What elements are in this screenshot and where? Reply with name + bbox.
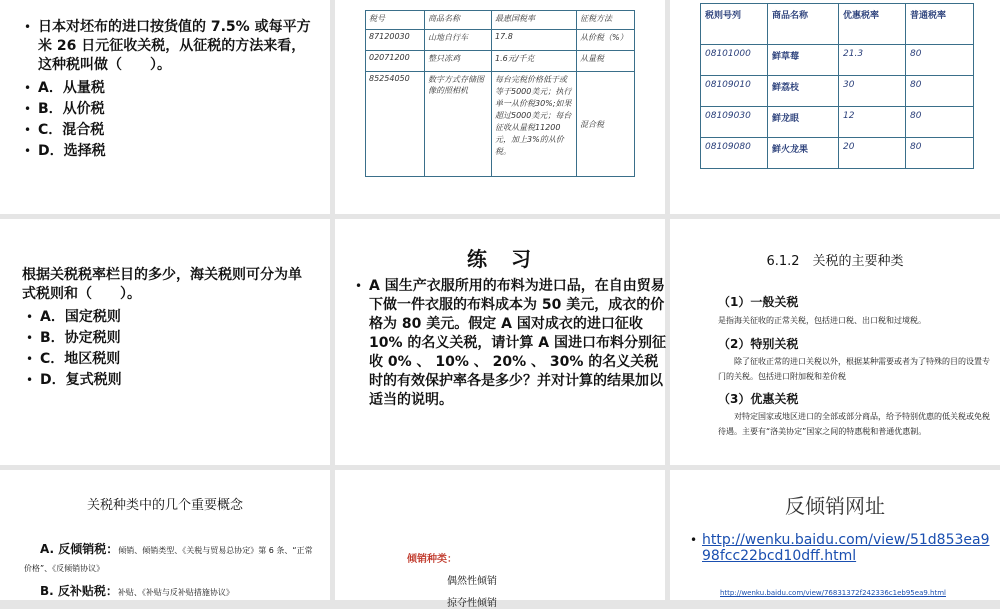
slide-6-thumbnail[interactable] <box>670 219 1000 465</box>
table-cell: 08109080 <box>701 138 768 169</box>
anti-dumping-link-2[interactable]: http://wenku.baidu.com/view/76831372f242336c1eb95ea9.html <box>720 589 946 597</box>
slide-9-thumbnail[interactable] <box>670 470 1000 600</box>
option-c: • C．地区税则 <box>22 349 314 370</box>
table-cell: 鲜草莓 <box>768 45 839 76</box>
section-text: 除了征收正常的进口关税以外，根据某种需要或者为了特殊的目的设置专门的关税。包括进口附加税和差价税 <box>718 357 990 381</box>
slide-3-thumbnail[interactable] <box>670 0 1000 214</box>
table-cell: 08109030 <box>701 107 768 138</box>
table-cell: 鲜龙眼 <box>768 107 839 138</box>
table-cell: 整只冻鸡 <box>425 51 492 72</box>
table-cell: 80 <box>906 45 974 76</box>
question-text <box>20 18 316 75</box>
slide-1-thumbnail[interactable] <box>0 0 330 214</box>
dumping-type-item: 掠夺性倾销 <box>447 598 497 609</box>
table-row <box>366 72 635 177</box>
header-cell: 税号 <box>366 11 425 30</box>
table-cell: 每台完税价格低于或等于5000美元；执行单一从价税30%;如果超过5000美元；每台征收从量税11200元，加上3%的从价税。 <box>492 72 577 177</box>
concept-b-text: 补贴、《补贴与反补贴措施协议》 <box>117 588 234 597</box>
table-cell: 从价税（%） <box>577 30 635 51</box>
section-heading: （2）特别关税 <box>718 337 799 351</box>
table-cell: 80 <box>906 76 974 107</box>
table-cell: 鲜荔枝 <box>768 76 839 107</box>
table-cell: 鲜火龙果 <box>768 138 839 169</box>
header-cell: 商品名称 <box>768 4 839 45</box>
header-cell: 最惠国税率 <box>492 11 577 30</box>
table-row <box>701 138 974 169</box>
option-a: • A．国定税则 <box>22 307 314 328</box>
fruit-tariff-table <box>700 3 974 169</box>
bullet-icon: • <box>355 279 363 293</box>
table-header-row <box>701 4 974 45</box>
table-cell: 山地自行车 <box>425 30 492 51</box>
table-cell: 12 <box>839 107 906 138</box>
section-heading: （1）一般关税 <box>718 295 799 309</box>
option-c: • C．混合税 <box>20 120 316 141</box>
tariff-types <box>718 293 990 439</box>
table-cell: 08109010 <box>701 76 768 107</box>
question-block <box>22 266 314 391</box>
options-list <box>20 78 316 162</box>
table-cell: 混合税 <box>577 72 635 177</box>
dumping-types-label: 倾销种类： <box>407 554 457 565</box>
table-cell: 1.6元/千克 <box>492 51 577 72</box>
concept-a-label: A. 反倾销税： <box>40 542 119 556</box>
dumping-type-item: 偶然性倾销 <box>447 576 497 587</box>
concept-b <box>40 580 320 599</box>
table-cell: 80 <box>906 107 974 138</box>
header-cell: 税则号列 <box>701 4 768 45</box>
concept-b-label: B. 反补贴税： <box>40 584 118 598</box>
table-row <box>366 30 635 51</box>
table-cell: 17.8 <box>492 30 577 51</box>
anti-dumping-link-1[interactable]: http://wenku.baidu.com/view/51d853ea998fcc22bcd10dff.html <box>702 532 990 564</box>
bullet-icon: • <box>24 20 32 34</box>
tariff-method-table <box>365 10 635 177</box>
table-cell: 30 <box>839 76 906 107</box>
slide-title: 反倾销网址 <box>785 494 885 518</box>
options-list <box>22 307 314 391</box>
table-cell: 从量税 <box>577 51 635 72</box>
question-label: 日本对坯布的进口按货值的 7.5% 或每平方米 26 日元征收关税，从征税的方法来看，这种税叫做（ ）。 <box>38 19 311 73</box>
table-cell: 21.3 <box>839 45 906 76</box>
header-cell: 商品名称 <box>425 11 492 30</box>
table-row <box>701 45 974 76</box>
slide-title: 练 习 <box>467 247 533 271</box>
table-cell: 08101000 <box>701 45 768 76</box>
slide-title: 6.1.2 关税的主要种类 <box>766 254 904 269</box>
slide-8-thumbnail[interactable] <box>335 470 665 609</box>
table-row <box>366 51 635 72</box>
concept-a <box>24 540 314 576</box>
table-cell: 80 <box>906 138 974 169</box>
exercise-text <box>353 277 667 410</box>
table-row <box>701 76 974 107</box>
slide-2-thumbnail[interactable] <box>335 0 665 214</box>
question-text: 根据关税税率栏目的多少，海关税则可分为单式税则和（ ）。 <box>22 267 302 302</box>
exercise-body: A 国生产衣服所用的布料为进口品，在自由贸易下做一件衣服的布料成本为 50 美元，成衣的价格为 80 美元。假定 A 国对成衣的进口征收 10% 的名义关税，请计算 A 国进口布料分别征收 0% 、 10% 、 20% 、 30% 的名义关税时的有效保护率各是多少？并对计算的结果加以适当的说明。 <box>369 278 666 408</box>
slide-5-thumbnail[interactable] <box>335 219 665 465</box>
option-d: • D．复式税则 <box>22 370 314 391</box>
slide-title: 关税种类中的几个重要概念 <box>86 498 243 513</box>
option-a: • A．从量税 <box>20 78 316 99</box>
table-cell: 02071200 <box>366 51 425 72</box>
link-block <box>688 532 992 564</box>
option-b: • B．协定税则 <box>22 328 314 349</box>
section-heading: （3）优惠关税 <box>718 392 799 406</box>
table-cell: 87120030 <box>366 30 425 51</box>
table-header-row <box>366 11 635 30</box>
option-b: • B．从价税 <box>20 99 316 120</box>
section-text: 对特定国家或地区进口的全部或部分商品，给予特别优惠的低关税或免税待遇。主要有“洛美协定”国家之间的特惠税和普通优惠制。 <box>718 412 990 436</box>
header-cell: 普通税率 <box>906 4 974 45</box>
concept-a-text: 倾销、倾销类型、《关税与贸易总协定》第 6 条、“正常价格”、《反倾销协议》 <box>24 546 313 573</box>
slide-7-thumbnail[interactable] <box>0 470 330 600</box>
table-row <box>701 107 974 138</box>
option-d: • D．选择税 <box>20 141 316 162</box>
table-cell: 数字方式存储图像的照相机 <box>425 72 492 177</box>
section-text: 是指海关征收的正常关税，包括进口税、出口税和过境税。 <box>718 316 926 325</box>
table-cell: 20 <box>839 138 906 169</box>
bullet-icon: • <box>690 533 698 547</box>
question-block <box>20 18 316 162</box>
header-cell: 征税方法 <box>577 11 635 30</box>
table-cell: 85254050 <box>366 72 425 177</box>
header-cell: 优惠税率 <box>839 4 906 45</box>
slide-4-thumbnail[interactable] <box>0 219 330 465</box>
